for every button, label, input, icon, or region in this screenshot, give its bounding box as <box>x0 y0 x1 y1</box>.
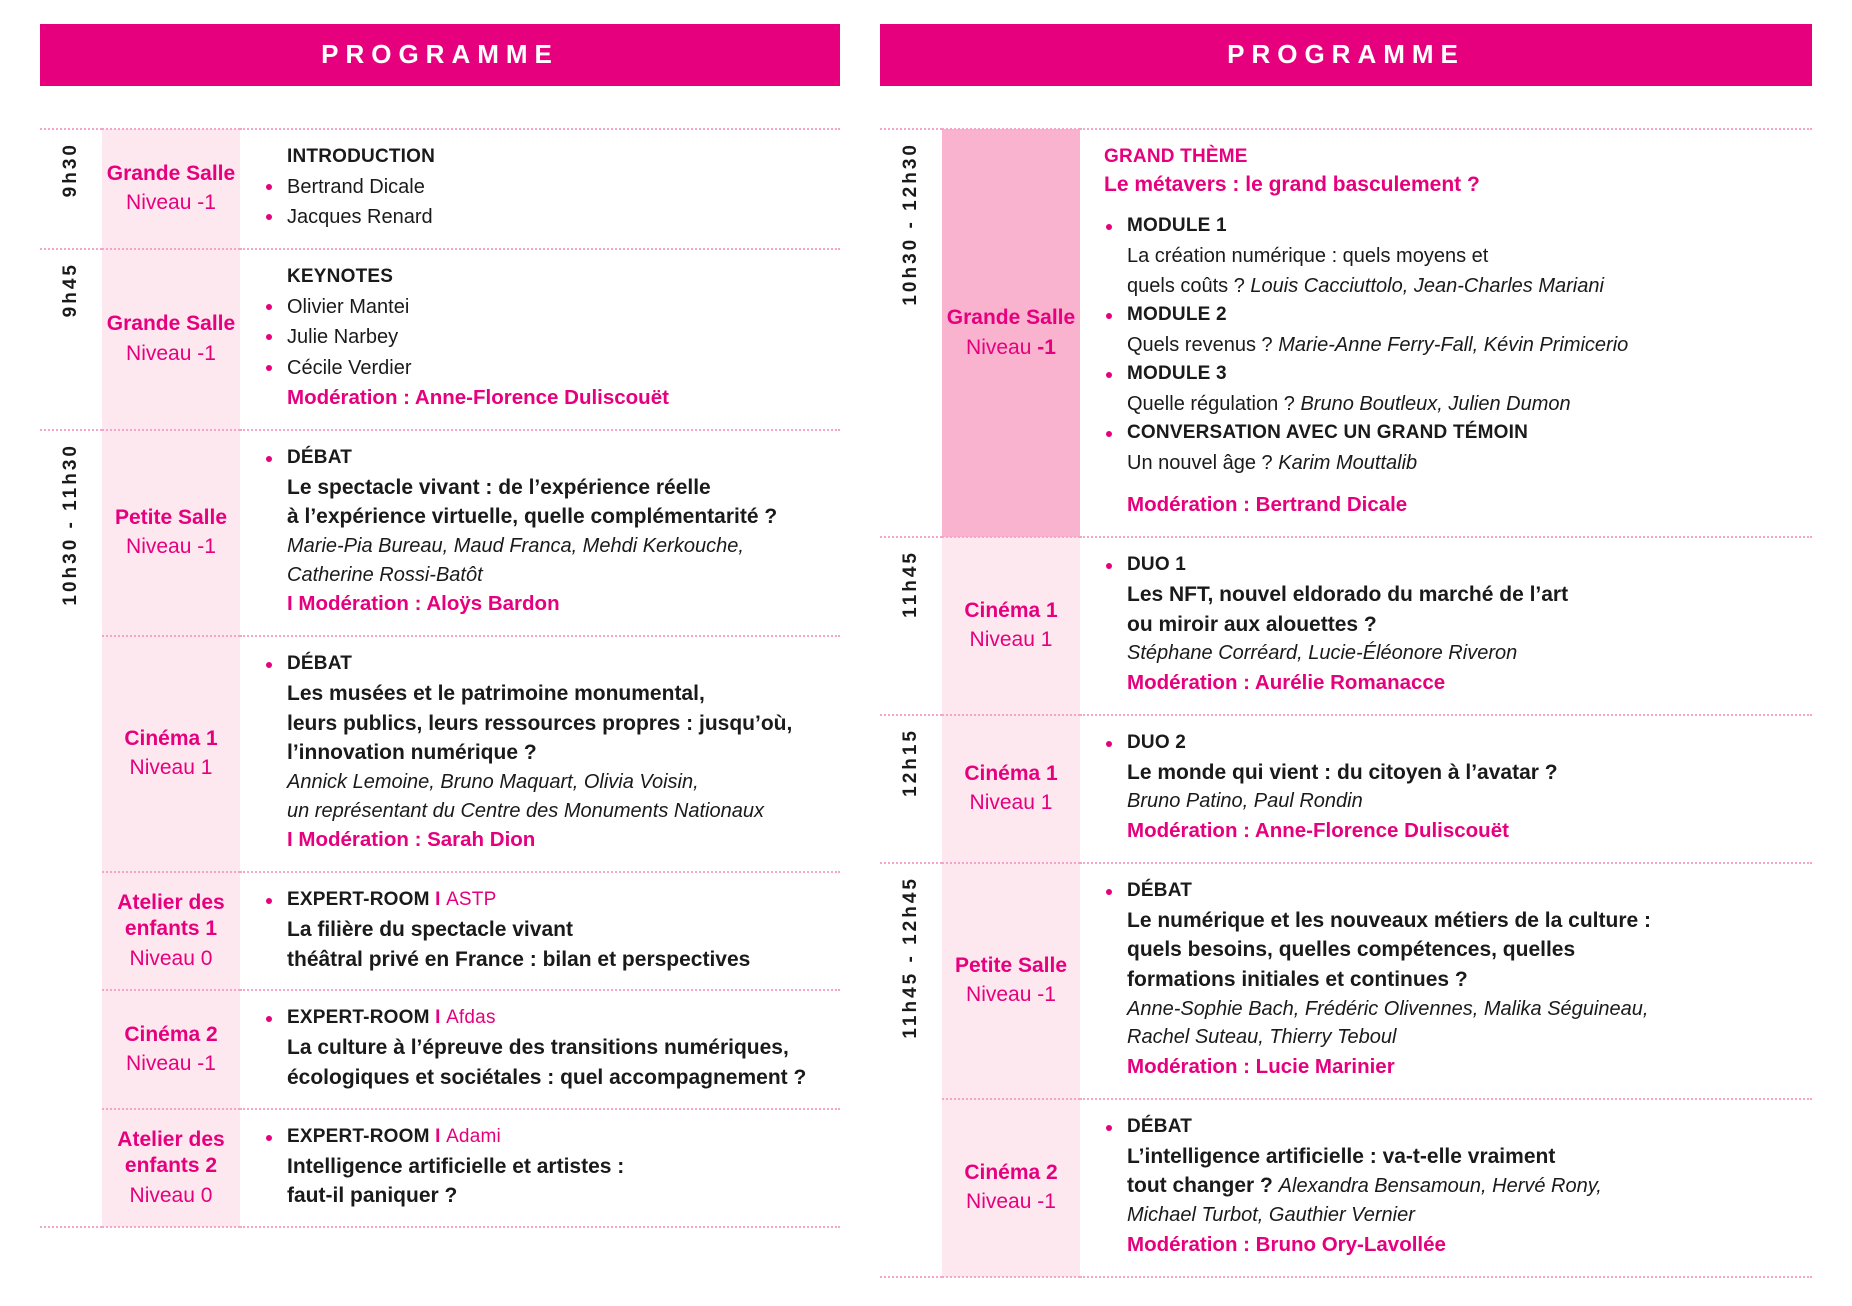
session-moderation: I Modération : Sarah Dion <box>287 828 536 852</box>
session-moderation: I Modération : Aloÿs Bardon <box>287 592 560 616</box>
session-content-cell <box>1080 1099 1812 1277</box>
session-moderation: Modération : Anne-Florence Duliscouët <box>287 385 669 409</box>
time-wrapper <box>880 130 942 318</box>
venue-inner <box>102 712 240 796</box>
session-title-line: L’intelligence artificielle : va-t-elle vraiment <box>1127 1144 1556 1168</box>
session-title-line: La filière du spectacle vivant <box>287 917 573 941</box>
venue-inner <box>102 491 240 575</box>
time-wrapper <box>880 716 942 809</box>
time-cell <box>880 863 942 1277</box>
venue-name: Grande Salle <box>106 162 236 185</box>
schedule-row <box>40 636 840 872</box>
venue-cell <box>942 129 1080 537</box>
session-content-cell <box>240 249 840 430</box>
session-speakers: Stéphane Corréard, Lucie-Éléonore Riveron <box>1127 642 1518 665</box>
session-line: Julie Narbey <box>264 323 840 351</box>
session-moderation: Modération : Aurélie Romanacce <box>1127 670 1446 694</box>
left-schedule-table <box>40 128 840 1228</box>
left-column <box>0 0 880 1306</box>
session-speakers: Bruno Patino, Paul Rondin <box>1127 790 1363 813</box>
session-title-line: formations initiales et continues ? <box>1127 967 1468 991</box>
schedule-row <box>40 1109 840 1227</box>
session-question-speakers: Quels revenus ? Marie-Anne Ferry-Fall, Kévin Primicerio <box>1127 334 1629 357</box>
session-content-cell <box>1080 863 1812 1099</box>
time-cell <box>40 129 102 249</box>
venue-level: Niveau -1 <box>126 535 216 559</box>
left-schedule-body <box>40 129 840 1227</box>
venue-inner <box>102 1008 240 1092</box>
session-content-cell <box>240 1109 840 1227</box>
time-label: 9h30 <box>60 142 81 198</box>
venue-inner <box>102 1113 240 1223</box>
grand-theme-title: Le métavers : le grand basculement ? <box>1104 172 1480 196</box>
right-schedule-table <box>880 128 1812 1278</box>
venue-inner <box>942 939 1080 1023</box>
session-speakers: Catherine Rossi-Batôt <box>287 563 483 586</box>
session-title-line: Le monde qui vient : du citoyen à l’avatar ? <box>1127 760 1558 784</box>
session-speakers: Annick Lemoine, Bruno Maquart, Olivia Voisin, <box>287 770 699 793</box>
venue-level: Niveau 1 <box>129 756 213 780</box>
venue-cell <box>942 715 1080 863</box>
session-line: Jacques Renard <box>264 203 840 231</box>
venue-name: Petite Salle <box>114 505 228 529</box>
session-kicker: CONVERSATION AVEC UN GRAND TÉMOIN <box>1104 420 1812 447</box>
venue-level: Niveau -1 <box>966 1190 1056 1214</box>
pipe-separator: I <box>435 1125 447 1147</box>
session-item-list <box>264 445 840 619</box>
session-kicker-expert: EXPERT-ROOM I ASTP <box>264 887 840 914</box>
session-speakers: un représentant du Centre des Monuments Nationaux <box>287 799 764 822</box>
session-content-cell <box>240 872 840 990</box>
session-speakers: Marie-Pia Bureau, Maud Franca, Mehdi Kerkouche, <box>287 534 744 557</box>
venue-level: Niveau -1 <box>966 335 1056 359</box>
speakers-inline: Louis Cacciuttolo, Jean-Charles Mariani <box>1250 275 1604 298</box>
session-content-cell <box>1080 537 1812 715</box>
session-title-line: Les musées et le patrimoine monumental, <box>287 681 705 705</box>
venue-cell <box>102 249 240 430</box>
venue-name: Grande Salle <box>106 312 236 336</box>
time-wrapper <box>40 250 102 329</box>
session-item-list <box>264 144 840 232</box>
session-kicker: DÉBAT <box>1104 878 1812 905</box>
time-cell <box>40 249 102 430</box>
right-banner: PROGRAMME <box>880 24 1812 86</box>
session-title-line: leurs publics, leurs ressources propres : jusqu’où, <box>287 711 793 735</box>
session-title-line: Les NFT, nouvel eldorado du marché de l’art <box>1127 582 1569 606</box>
venue-name: Cinéma 1 <box>964 761 1058 785</box>
session-title-line: faut-il paniquer ? <box>287 1184 458 1208</box>
venue-inner <box>942 584 1080 668</box>
partner-name: Afdas <box>446 1007 496 1029</box>
time-label: 11h45 <box>900 549 921 618</box>
time-label: 10h30 - 11h30 <box>60 442 81 606</box>
venue-name: Atelier des enfants 1 <box>117 890 225 941</box>
session-item-list <box>264 651 840 855</box>
session-content-cell <box>240 990 840 1108</box>
session-line: La création numérique : quels moyens et <box>1127 244 1489 267</box>
speakers-inline: Alexandra Bensamoun, Hervé Rony, <box>1278 1175 1602 1198</box>
time-cell <box>40 430 102 1228</box>
time-cell <box>880 537 942 715</box>
session-kicker: MODULE 1 <box>1104 213 1812 240</box>
schedule-row <box>40 249 840 430</box>
session-title-line: ou miroir aux alouettes ? <box>1127 612 1377 636</box>
pipe-separator: I <box>435 1007 447 1029</box>
venue-cell <box>102 430 240 636</box>
venue-level: Niveau -1 <box>126 191 216 215</box>
venue-level-value: -1 <box>1037 335 1056 359</box>
session-line: Cécile Verdier <box>264 354 840 382</box>
schedule-row <box>40 872 840 990</box>
session-item-list <box>1104 1114 1812 1260</box>
venue-cell <box>102 1109 240 1227</box>
session-title-line: La culture à l’épreuve des transitions numériques, <box>287 1036 789 1060</box>
session-speakers: Anne-Sophie Bach, Frédéric Olivennes, Malika Séguineau, <box>1127 997 1649 1020</box>
session-kicker: DÉBAT <box>264 445 840 472</box>
session-content-cell <box>1080 129 1812 537</box>
venue-cell <box>942 537 1080 715</box>
venue-name: Cinéma 2 <box>124 1022 218 1046</box>
venue-inner <box>102 147 240 231</box>
pipe-separator: I <box>287 592 299 616</box>
session-question-speakers: Quelle régulation ? Bruno Boutleux, Julien Dumon <box>1127 393 1571 416</box>
venue-inner <box>102 876 240 986</box>
session-title-line: Le numérique et les nouveaux métiers de la culture : <box>1127 908 1651 932</box>
speakers-inline: Karim Mouttalib <box>1278 452 1418 475</box>
venue-name: Cinéma 1 <box>964 598 1058 622</box>
venue-cell <box>102 872 240 990</box>
venue-name: Atelier des enfants 2 <box>117 1127 225 1178</box>
left-banner: PROGRAMME <box>40 24 840 86</box>
venue-inner <box>102 297 240 381</box>
venue-level: Niveau 0 <box>129 946 213 970</box>
time-wrapper <box>40 130 102 209</box>
session-moderation: Modération : Bertrand Dicale <box>1127 493 1408 517</box>
session-content-cell <box>240 636 840 872</box>
venue-name: Grande Salle <box>946 306 1076 330</box>
venue-name: Petite Salle <box>954 953 1068 977</box>
session-item-list <box>1104 552 1812 698</box>
session-speakers: Michael Turbot, Gauthier Vernier <box>1127 1204 1415 1227</box>
venue-name: Cinéma 1 <box>124 726 218 750</box>
session-item-list <box>264 887 840 973</box>
session-question-speakers: quels coûts ? Louis Cacciuttolo, Jean-Charles Mariani <box>1127 275 1604 298</box>
session-title-line: Intelligence artificielle et artistes : <box>287 1154 625 1178</box>
venue-name: Cinéma 2 <box>964 1160 1058 1184</box>
partner-name: Adami <box>446 1125 501 1147</box>
session-title-line: Le spectacle vivant : de l’expérience réelle <box>287 475 711 499</box>
session-line: Bertrand Dicale <box>264 173 840 201</box>
time-label: 10h30 - 12h30 <box>900 142 921 306</box>
venue-cell <box>102 636 240 872</box>
session-speakers: Rachel Suteau, Thierry Teboul <box>1127 1026 1397 1049</box>
session-title-line: à l’expérience virtuelle, quelle complémentarité ? <box>287 505 778 529</box>
speakers-inline: Marie-Anne Ferry-Fall, Kévin Primicerio <box>1278 334 1629 357</box>
time-label: 12h15 <box>900 727 921 797</box>
speakers-inline: Bruno Boutleux, Julien Dumon <box>1300 393 1571 416</box>
session-kicker: DÉBAT <box>1104 1114 1812 1141</box>
schedule-row <box>880 863 1812 1099</box>
session-content-cell <box>240 430 840 636</box>
session-title-speakers <box>1104 1172 1812 1200</box>
title-inline: tout changer ? <box>1127 1174 1279 1198</box>
grand-theme-kicker: GRAND THÈME <box>1104 146 1248 167</box>
session-item-list <box>1104 213 1812 520</box>
time-wrapper <box>880 538 942 630</box>
session-kicker: DUO 1 <box>1104 552 1812 579</box>
venue-cell <box>942 1099 1080 1277</box>
session-kicker: DÉBAT <box>264 651 840 678</box>
schedule-row <box>40 129 840 249</box>
session-moderation: Modération : Anne-Florence Duliscouët <box>1127 818 1509 842</box>
time-label: 11h45 - 12h45 <box>900 875 921 1039</box>
session-item-list <box>264 264 840 413</box>
session-item-list <box>264 1124 840 1210</box>
session-kicker-expert: EXPERT-ROOM I Adami <box>264 1124 840 1151</box>
venue-level: Niveau -1 <box>126 1052 216 1076</box>
session-moderation: Modération : Bruno Ory-Lavollée <box>1127 1232 1446 1256</box>
pipe-separator: I <box>435 888 447 910</box>
schedule-row <box>880 1099 1812 1277</box>
session-kicker: INTRODUCTION <box>287 146 436 167</box>
session-item-list <box>264 1005 840 1091</box>
session-kicker: DUO 2 <box>1104 730 1812 757</box>
venue-level: Niveau 1 <box>969 628 1053 652</box>
right-column <box>880 0 1852 1306</box>
time-cell <box>880 715 942 863</box>
schedule-row <box>40 990 840 1108</box>
venue-level: Niveau 1 <box>969 791 1053 815</box>
partner-name: ASTP <box>446 888 497 910</box>
venue-level: Niveau -1 <box>966 983 1056 1007</box>
pipe-separator: I <box>287 828 299 852</box>
venue-level: Niveau -1 <box>126 341 216 365</box>
session-moderation: Modération : Lucie Marinier <box>1127 1054 1395 1078</box>
session-title-line: l’innovation numérique ? <box>287 741 537 765</box>
time-label: 9h45 <box>60 261 81 318</box>
schedule-row <box>880 537 1812 715</box>
session-content-cell <box>1080 715 1812 863</box>
session-title-line: théâtral privé en France : bilan et perspectives <box>287 947 751 971</box>
session-item-list <box>1104 878 1812 1082</box>
venue-cell <box>102 990 240 1108</box>
session-kicker-expert: EXPERT-ROOM I Afdas <box>264 1005 840 1032</box>
venue-cell <box>102 129 240 249</box>
venue-inner <box>942 291 1080 375</box>
schedule-row <box>40 430 840 636</box>
session-question-speakers: Un nouvel âge ? Karim Mouttalib <box>1127 452 1418 475</box>
venue-inner <box>942 747 1080 831</box>
session-kicker: MODULE 3 <box>1104 361 1812 388</box>
session-kicker: KEYNOTES <box>287 265 394 287</box>
spacer <box>1104 477 1812 491</box>
venue-inner <box>942 1146 1080 1230</box>
time-wrapper <box>40 431 102 618</box>
session-item-list <box>1104 730 1812 846</box>
session-kicker: MODULE 2 <box>1104 302 1812 329</box>
time-cell <box>880 129 942 537</box>
session-content-cell <box>240 129 840 249</box>
time-wrapper <box>880 864 942 1051</box>
schedule-row <box>880 715 1812 863</box>
right-schedule-body <box>880 129 1812 1277</box>
venue-cell <box>942 863 1080 1099</box>
session-line: Olivier Mantei <box>264 293 840 321</box>
schedule-row <box>880 129 1812 537</box>
venue-level: Niveau 0 <box>129 1183 213 1207</box>
session-title-line: quels besoins, quelles compétences, quelles <box>1127 938 1576 962</box>
session-title-line: écologiques et sociétales : quel accompagnement ? <box>287 1065 807 1089</box>
